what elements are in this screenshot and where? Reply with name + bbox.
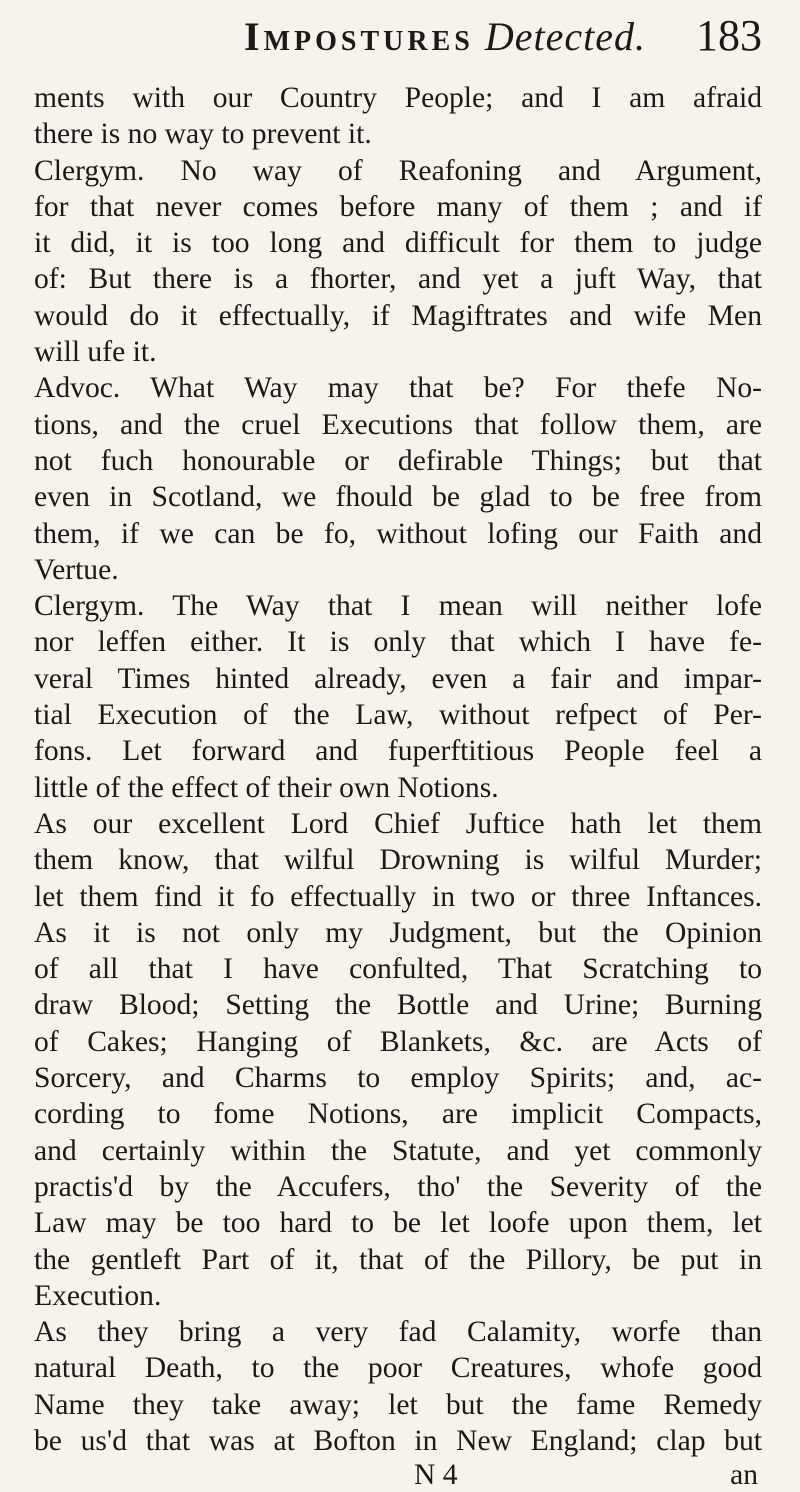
page-number: 183 bbox=[696, 11, 762, 60]
running-title bbox=[244, 13, 646, 60]
text-line: little of the effect of their own Notions. bbox=[34, 771, 499, 804]
text-line: them know, that wilful Drowning is wilful Murder; bbox=[34, 844, 762, 877]
text-line: there is no way to prevent it. bbox=[34, 118, 372, 151]
text-line: them, if we can be fo, without lofing our Faith and bbox=[34, 517, 762, 550]
text-line: natural Death, to the poor Creatures, whofe good bbox=[34, 1352, 762, 1385]
text-line: Vertue. bbox=[34, 553, 119, 586]
running-head bbox=[34, 10, 762, 80]
running-title-caps: Impostures bbox=[244, 14, 474, 59]
text-line: ments with our Country People; and I am afraid bbox=[34, 82, 762, 114]
text-line: fons. Let forward and fuperftitious People feel a bbox=[34, 735, 762, 768]
text-line: let them find it fo effectually in two or three Inftances. bbox=[34, 880, 762, 913]
running-title-italic: Detected. bbox=[484, 14, 646, 59]
text-line: of Cakes; Hanging of Blankets, &c. are Acts of bbox=[34, 1025, 762, 1058]
text-line: will ufe it. bbox=[34, 336, 157, 369]
text-line: practis'd by the Accufers, tho' the Severity of the bbox=[34, 1170, 762, 1203]
text-line: veral Times hinted already, even a fair and impar- bbox=[34, 662, 762, 695]
text-line: tial Execution of the Law, without refpect of Per- bbox=[34, 699, 762, 732]
text-line: Advoc. What Way may that be? For thefe No- bbox=[34, 372, 762, 405]
page-footer bbox=[34, 1459, 762, 1492]
text-line: would do it effectually, if Magiftrates and wife Men bbox=[34, 299, 762, 332]
text-line: Clergym. The Way that I mean will neither lofe bbox=[34, 590, 762, 623]
text-line: be us'd that was at Bofton in New England; clap but bbox=[34, 1424, 762, 1457]
text-line: As our excellent Lord Chief Juftice hath let them bbox=[34, 807, 762, 840]
text-line: of: But there is a fhorter, and yet a juft Way, that bbox=[34, 263, 762, 296]
text-line: Law may be too hard to be let loofe upon them, let bbox=[34, 1207, 762, 1240]
text-line: and certainly within the Statute, and yet commonly bbox=[34, 1134, 762, 1167]
catchword: an bbox=[730, 1459, 758, 1492]
text-line: draw Blood; Setting the Bottle and Urine; Burning bbox=[34, 989, 762, 1022]
body-text bbox=[34, 80, 762, 1459]
text-line: the gentleft Part of it, that of the Pillory, be put in bbox=[34, 1243, 762, 1276]
text-line: nor leffen either. It is only that which I have fe- bbox=[34, 626, 762, 659]
text-line: Sorcery, and Charms to employ Spirits; and, ac- bbox=[34, 1062, 762, 1095]
text-line: tions, and the cruel Executions that follow them, are bbox=[34, 408, 762, 441]
text-line: As they bring a very fad Calamity, worfe than bbox=[34, 1316, 762, 1349]
text-line: even in Scotland, we fhould be glad to be free from bbox=[34, 481, 762, 514]
text-line: for that never comes before many of them ; and if bbox=[34, 190, 762, 223]
signature-mark: N 4 bbox=[414, 1459, 458, 1492]
text-line: not fuch honourable or defirable Things; but that bbox=[34, 444, 762, 477]
text-line: cording to fome Notions, are implicit Compacts, bbox=[34, 1098, 762, 1131]
text-line: Name they take away; let but the fame Remedy bbox=[34, 1388, 762, 1421]
text-line: of all that I have confulted, That Scratching to bbox=[34, 953, 762, 986]
text-line: As it is not only my Judgment, but the Opinion bbox=[34, 916, 762, 949]
text-line: Clergym. No way of Reafoning and Argument, bbox=[34, 154, 762, 187]
text-line: Execution. bbox=[34, 1279, 162, 1312]
text-line: it did, it is too long and difficult for them to judge bbox=[34, 227, 762, 260]
